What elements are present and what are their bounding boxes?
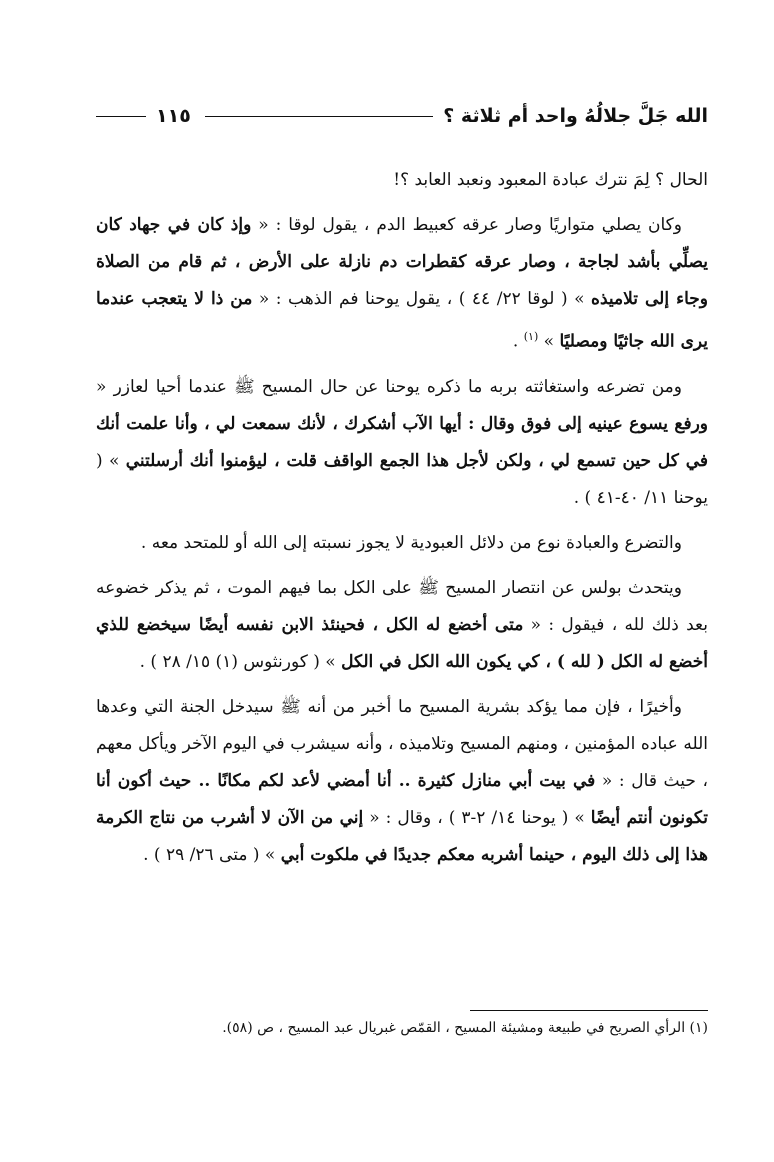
paragraph-5 (96, 570, 708, 681)
paragraph-1 (96, 162, 708, 199)
text-run: . (512, 331, 524, 352)
quote: ورفع يسوع عينيه إلى فوق وقال : أيها الآب أشكرك ، لأنك سمعت لي ، وأنا علمت أنك في كل حين تسمع لي ، ولكن لأجل هذا الجمع الواقف قلت ، ليؤمنوا أنك أرسلتني (96, 413, 709, 471)
text-run: ومن تضرعه واستغاثته بربه ما ذكره يوحنا عن حال المسيح ﷺ عندما أحيا لعازر « (96, 376, 682, 397)
page-header (96, 96, 708, 136)
paragraph-3 (96, 369, 708, 517)
quote: متى أخضع له الكل ، فحينئذ الابن نفسه أيضًا سيخضع للذي أخضع له الكل ( لله ) ، كي يكون الله الكل في الكل (96, 614, 708, 672)
header-rule (205, 116, 433, 117)
text-run: وكان يصلي متواريًا وصار عرقه كعبيط الدم ، يقول لوقا : « (251, 215, 682, 235)
footnote-ref: (١) (523, 330, 539, 343)
text-run: » ( متى ٢٦/ ٢٩ ) . (143, 844, 281, 865)
header-rule-short (96, 116, 146, 117)
footnote-separator (470, 1010, 708, 1011)
paragraph-6 (96, 689, 708, 874)
quote: من ذا لا يتعجب عندما يرى الله جاثيًا ومصليًا (96, 289, 708, 352)
paragraph-4 (96, 525, 708, 562)
body-text (96, 162, 708, 882)
text-run: » ( لوقا ٢٢/ ٤٤ ) ، يقول يوحنا فم الذهب : « (252, 289, 592, 309)
running-title: الله جَلَّ جلالُهُ واحد أم ثلاثة ؟ (443, 105, 708, 127)
paragraph-2 (96, 207, 708, 361)
text-run: والتضرع والعبادة نوع من دلائل العبودية لا يجوز نسبته إلى الله أو للمتحد معه . (140, 532, 682, 553)
quote: في بيت أبي منازل كثيرة .. أنا أمضي لأعد لكم مكانًا .. حيث أكون أنا تكونون أنتم أيضًا (96, 770, 708, 828)
text-run: » ( كورنثوس (١) ١٥/ ٢٨ ) . (139, 651, 342, 672)
text-run: » (538, 331, 560, 352)
footnote: (١) الرأي الصريح في طبيعة ومشيئة المسيح ، القمّص غبريال عبد المسيح ، ص (٥٨). (222, 1020, 708, 1036)
text-run: ويتحدث بولس عن انتصار المسيح ﷺ على الكل بما فيهم الموت ، ثم يذكر خضوعه بعد ذلك لله ، فيقول : « (96, 577, 708, 635)
page-number: ١١٥ (156, 105, 191, 127)
quote: وإذ كان في جهاد كان يصلِّي بأشد لجاجة ، وصار عرقه كقطرات دم نازلة على الأرض ، ثم قام من الصلاة وجاء إلى تلاميذه (96, 215, 709, 309)
text-run: الحال ؟ لِمَ نترك عبادة المعبود ونعبد العابد ؟! (393, 170, 708, 190)
text-run: » ( يوحنا ١٤/ ٢-٣ ) ، وقال : « (363, 807, 591, 828)
text-run: » ( يوحنا ١١/ ٤٠-٤١ ) . (96, 450, 708, 508)
text-run: وأخيرًا ، فإن مما يؤكد بشرية المسيح ما أخبر من أنه ﷺ سيدخل الجنة التي وعدها الله عباده المؤمنين ، ومنهم المسيح وتلاميذه ، وأنه سيشرب في اليوم الآخر ويأكل معهم ، حيث قال : « (96, 696, 708, 791)
quote: إني من الآن لا أشرب من نتاج الكرمة هذا إلى ذلك اليوم ، حينما أشربه معكم جديدًا في ملكوت أبي (96, 807, 708, 865)
